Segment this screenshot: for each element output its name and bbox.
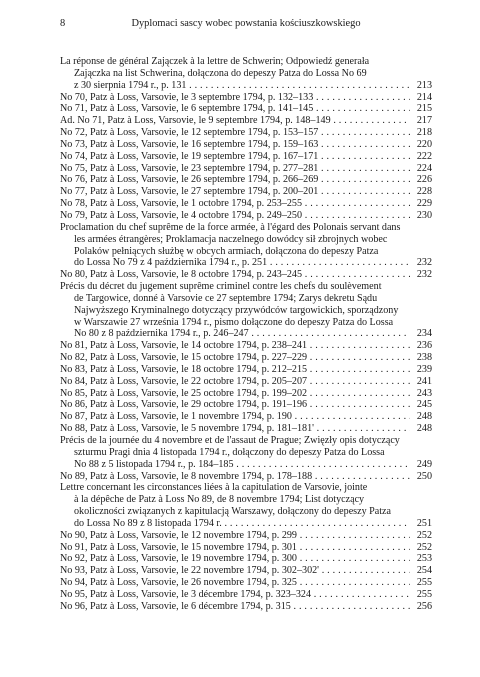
table-of-contents xyxy=(60,56,432,613)
page-number: 8 xyxy=(60,18,66,29)
toc-entry-text: No 96, Patz à Loss, Varsovie, le 6 décembre 1794, p. 315 . . . xyxy=(60,601,410,613)
running-title: Dyplomaci sascy wobec powstania kościuszkowskiego xyxy=(131,18,361,29)
toc-entry-text: Proclamation du chef suprême de la force armée, à l'égard des Polonais servant dans xyxy=(60,221,401,233)
toc-entry xyxy=(60,482,432,529)
toc-entry xyxy=(60,340,432,352)
toc-page-number: 239 xyxy=(416,363,432,375)
toc-entry-text: No 93, Patz à Loss, Varsovie, le 22 novembre 1794, p. 302–302' . . . xyxy=(60,565,410,577)
toc-entry xyxy=(60,115,432,127)
toc-entry xyxy=(60,127,432,139)
toc-page-number: 252 xyxy=(416,541,432,553)
toc-entry xyxy=(60,364,432,376)
toc-page-number: 249 xyxy=(416,458,432,470)
toc-entry xyxy=(60,163,432,175)
toc-entry-text: Lettre concernant les circonstances liées à la capitulation de Varsovie, jointe xyxy=(60,482,368,494)
toc-entry xyxy=(60,553,432,565)
toc-entry-text: Najwyższego Kryminalnego dotyczący przywódców targowickich, sporządzony xyxy=(74,304,399,316)
toc-page-number: 226 xyxy=(416,174,432,186)
toc-entry-text: Zajączka na list Schwerina, dołączona do depeszy Patza do Lossa No 69 xyxy=(74,67,367,79)
toc-entry-text: No 92, Patz à Loss, Varsovie, le 19 novembre 1794, p. 300 . . . xyxy=(60,553,410,565)
toc-entry xyxy=(60,471,432,483)
toc-entry-text: Ad. No 71, Patz à Loss, Varsovie, le 9 septembre 1794, p. 148–149 . . . xyxy=(60,115,410,127)
toc-page-number: 228 xyxy=(416,186,432,198)
toc-entry-text: La réponse de général Zajączek à la lettre de Schwerin; Odpowiedź generała xyxy=(60,56,370,67)
toc-entry xyxy=(60,411,432,423)
toc-entry-text: No 79, Patz à Loss, Varsovie, le 4 octobre 1794, p. 249–250 . . . xyxy=(60,210,410,222)
toc-entry-text: z 30 sierpnia 1794 r., p. 131 . . . xyxy=(60,80,410,92)
toc-page-number: 254 xyxy=(416,565,432,577)
toc-page-number: 215 xyxy=(416,103,432,115)
toc-page-number: 252 xyxy=(416,529,432,541)
toc-entry-text: No 76, Patz à Loss, Varsovie, le 26 septembre 1794, p. 266–269 . . . xyxy=(60,174,410,186)
toc-entry xyxy=(60,376,432,388)
toc-entry-text: No 87, Patz à Loss, Varsovie, le 1 novembre 1794, p. 190 . . . xyxy=(60,411,410,423)
page-header xyxy=(60,17,432,31)
toc-entry-text: de Targowice, donné à Varsovie ce 27 septembre 1794; Zarys dekretu Sądu xyxy=(74,292,378,304)
toc-page-number: 217 xyxy=(416,115,432,127)
toc-entry-text: No 77, Patz à Loss, Varsovie, le 27 septembre 1794, p. 200–201 . . . xyxy=(60,186,410,198)
toc-page-number: 218 xyxy=(416,127,432,139)
toc-page-number: 222 xyxy=(416,150,432,162)
toc-entry-text: szturmu Pragi dnia 4 listopada 1794 r., dołączony do depeszy Patza do Lossa xyxy=(74,446,385,458)
toc-entry-text: No 83, Patz à Loss, Varsovie, le 18 octobre 1794, p. 212–215 . . . xyxy=(60,364,410,376)
toc-page-number: 255 xyxy=(416,577,432,589)
toc-entry-text: No 71, Patz à Loss, Varsovie, le 6 septembre 1794, p. 141–145 . . . xyxy=(60,103,410,115)
toc-entry-text: No 89, Patz à Loss, Varsovie, le 8 novembre 1794, p. 178–188 . . . xyxy=(60,471,410,483)
toc-entry-text: No 70, Patz à Loss, Varsovie, le 3 septembre 1794, p. 132–133 . . . xyxy=(60,92,410,104)
toc-entry-text: No 91, Patz à Loss, Varsovie, le 15 novembre 1794, p. 301 . . . xyxy=(60,542,410,554)
toc-entry-text: No 95, Patz à Loss, Varsovie, le 3 décembre 1794, p. 323–324 . . . xyxy=(60,589,410,601)
toc-entry-text: Polaków pełniących służbę w obcych armiach, dołączona do depeszy Patza xyxy=(74,245,379,257)
toc-entry-text: do Lossa No 89 z 8 listopada 1794 r. . . . xyxy=(60,518,410,530)
toc-entry-text: No 84, Patz à Loss, Varsovie, le 22 octobre 1794, p. 205–207 . . . xyxy=(60,376,410,388)
toc-entry-text: No 80 z 8 października 1794 r., p. 246–247 . . . xyxy=(60,328,410,340)
toc-page-number: 256 xyxy=(416,600,432,612)
toc-entry xyxy=(60,210,432,222)
toc-entry xyxy=(60,565,432,577)
toc-entry xyxy=(60,222,432,269)
toc-entry-text: w Warszawie 27 września 1794 r., pismo dołączone do depeszy Patza do Lossa xyxy=(74,316,394,328)
toc-page-number: 248 xyxy=(416,411,432,423)
toc-entry xyxy=(60,151,432,163)
toc-entry-text: No 72, Patz à Loss, Varsovie, le 12 septembre 1794, p. 153–157 . . . xyxy=(60,127,410,139)
toc-page-number: 250 xyxy=(416,470,432,482)
toc-page-number: 234 xyxy=(416,328,432,340)
toc-entry-text: No 94, Patz à Loss, Varsovie, le 26 novembre 1794, p. 325 . . . xyxy=(60,577,410,589)
toc-entry-text: No 75, Patz à Loss, Varsovie, le 23 septembre 1794, p. 277–281 . . . xyxy=(60,163,410,175)
toc-page-number: 220 xyxy=(416,138,432,150)
toc-page-number: 213 xyxy=(416,79,432,91)
toc-page-number: 236 xyxy=(416,340,432,352)
toc-entry-text: No 80, Patz à Loss, Varsovie, le 8 octobre 1794, p. 243–245 . . . xyxy=(60,269,410,281)
toc-page-number: 253 xyxy=(416,553,432,565)
toc-entry xyxy=(60,269,432,281)
toc-entry xyxy=(60,388,432,400)
toc-entry-text: No 86, Patz à Loss, Varsovie, le 29 octobre 1794, p. 191–196 . . . xyxy=(60,399,410,411)
toc-page-number: 232 xyxy=(416,257,432,269)
toc-page-number: 243 xyxy=(416,387,432,399)
toc-page-number: 224 xyxy=(416,162,432,174)
toc-entry-text: No 82, Patz à Loss, Varsovie, le 15 octobre 1794, p. 227–229 . . . xyxy=(60,352,410,364)
toc-page-number: 255 xyxy=(416,588,432,600)
toc-entry-text: No 78, Patz à Loss, Varsovie, le 1 octobre 1794, p. 253–255 . . . xyxy=(60,198,410,210)
toc-entry-text: No 85, Patz à Loss, Varsovie, le 25 octobre 1794, p. 199–202 . . . xyxy=(60,388,410,400)
toc-entry-text: No 74, Patz à Loss, Varsovie, le 19 septembre 1794, p. 167–171 . . . xyxy=(60,151,410,163)
toc-entry xyxy=(60,92,432,104)
toc-entry-text: Précis de la journée du 4 novembre et de l'assaut de Prague; Zwięzły opis dotyczący xyxy=(60,435,400,446)
toc-entry xyxy=(60,56,432,92)
toc-entry-text: No 81, Patz à Loss, Varsovie, le 14 octobre 1794, p. 238–241 . . . xyxy=(60,340,410,352)
toc-entry-text: No 73, Patz à Loss, Varsovie, le 16 septembre 1794, p. 159–163 . . . xyxy=(60,139,410,151)
toc-page-number: 232 xyxy=(416,269,432,281)
toc-entry-text: No 88 z 5 listopada 1794 r., p. 184–185 . . . xyxy=(60,459,410,471)
toc-entry xyxy=(60,174,432,186)
toc-entry-text: do Lossa No 79 z 4 października 1794 r., p. 251 . . . xyxy=(60,257,410,269)
toc-entry xyxy=(60,530,432,542)
toc-entry xyxy=(60,281,432,340)
toc-entry xyxy=(60,103,432,115)
toc-page-number: 245 xyxy=(416,399,432,411)
toc-entry xyxy=(60,589,432,601)
toc-entry xyxy=(60,399,432,411)
toc-page-number: 238 xyxy=(416,352,432,364)
toc-entry xyxy=(60,542,432,554)
toc-entry xyxy=(60,601,432,613)
toc-entry-text: les armées étrangères; Proklamacja naczelnego dowódcy sił zbrojnych wobec xyxy=(74,233,388,245)
toc-entry xyxy=(60,423,432,435)
toc-entry-text: à la dépêche de Patz à Loss No 89, de 8 novembre 1794; List dotyczący xyxy=(74,494,365,506)
toc-entry-text: No 90, Patz à Loss, Varsovie, le 12 novembre 1794, p. 299 . . . xyxy=(60,530,410,542)
toc-page-number: 229 xyxy=(416,198,432,210)
toc-entry xyxy=(60,198,432,210)
toc-page-number: 248 xyxy=(416,423,432,435)
toc-entry xyxy=(60,139,432,151)
toc-page-number: 241 xyxy=(416,375,432,387)
toc-entry xyxy=(60,352,432,364)
toc-entry xyxy=(60,435,432,471)
toc-entry xyxy=(60,186,432,198)
toc-page-number: 214 xyxy=(416,91,432,103)
toc-entry-text: Précis du décret du jugement suprême criminel contre les chefs du soulèvement xyxy=(60,281,382,293)
toc-page-number: 251 xyxy=(416,517,432,529)
toc-entry xyxy=(60,577,432,589)
toc-entry-text: okoliczności związanych z kapitulacją Warszawy, dołączony do depeszy Patza xyxy=(74,506,392,518)
toc-entry-text: No 88, Patz à Loss, Varsovie, le 5 novembre 1794, p. 181–181' . . . xyxy=(60,423,410,435)
toc-page-number: 230 xyxy=(416,209,432,221)
